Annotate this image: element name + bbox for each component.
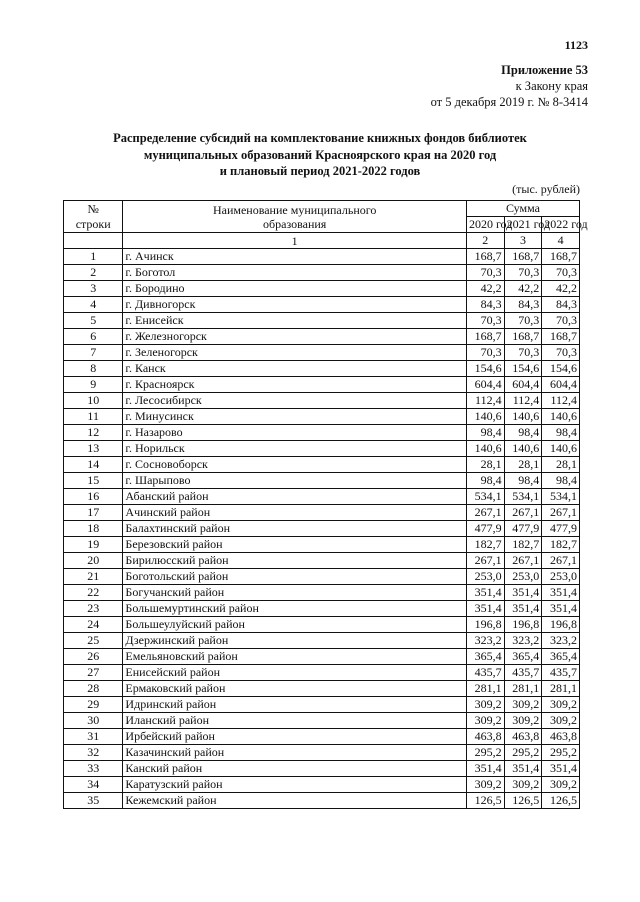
table-row xyxy=(64,777,580,793)
municipality-name: Каратузский район xyxy=(123,777,467,793)
sum-2021: 435,7 xyxy=(504,665,542,681)
sum-2022: 98,4 xyxy=(542,473,580,489)
sum-2021: 70,3 xyxy=(504,313,542,329)
document-title-line: и плановый период 2021-2022 годов xyxy=(219,164,421,178)
table-row xyxy=(64,425,580,441)
municipality-name: Дзержинский район xyxy=(123,633,467,649)
row-number: 33 xyxy=(64,761,123,777)
table-row xyxy=(64,521,580,537)
header-municipality-line2: образования xyxy=(263,216,327,231)
table-row xyxy=(64,697,580,713)
sum-2021: 351,4 xyxy=(504,601,542,617)
municipality-name: Березовский район xyxy=(123,537,467,553)
sum-2020: 168,7 xyxy=(466,249,504,265)
sum-2022: 477,9 xyxy=(542,521,580,537)
header-col-index-4: 4 xyxy=(542,233,580,249)
municipality-name: Иланский район xyxy=(123,713,467,729)
municipality-name: Богучанский район xyxy=(123,585,467,601)
sum-2020: 182,7 xyxy=(466,537,504,553)
sum-2022: 84,3 xyxy=(542,297,580,313)
sum-2021: 323,2 xyxy=(504,633,542,649)
sum-2022: 267,1 xyxy=(542,553,580,569)
row-number: 27 xyxy=(64,665,123,681)
sum-2021: 140,6 xyxy=(504,409,542,425)
sum-2021: 196,8 xyxy=(504,617,542,633)
sum-2021: 477,9 xyxy=(504,521,542,537)
sum-2021: 309,2 xyxy=(504,713,542,729)
municipality-name: Бирилюсский район xyxy=(123,553,467,569)
municipality-name: Ермаковский район xyxy=(123,681,467,697)
table-row xyxy=(64,553,580,569)
sum-2020: 309,2 xyxy=(466,713,504,729)
row-number: 10 xyxy=(64,393,123,409)
row-number: 25 xyxy=(64,633,123,649)
row-number: 1 xyxy=(64,249,123,265)
table-row xyxy=(64,281,580,297)
sum-2022: 42,2 xyxy=(542,281,580,297)
header-row-number-symbol: № xyxy=(87,201,99,216)
document-title xyxy=(60,130,580,180)
header-year-2020: 2020 год xyxy=(466,217,504,233)
sum-2020: 351,4 xyxy=(466,601,504,617)
municipality-name: г. Зеленогорск xyxy=(123,345,467,361)
sum-2021: 182,7 xyxy=(504,537,542,553)
sum-2022: 140,6 xyxy=(542,409,580,425)
table-row xyxy=(64,569,580,585)
table-body xyxy=(64,249,580,809)
document-title-line: Распределение субсидий на комплектование книжных фондов библиотек xyxy=(113,131,527,145)
row-number: 24 xyxy=(64,617,123,633)
table-row xyxy=(64,377,580,393)
row-number: 15 xyxy=(64,473,123,489)
row-number: 18 xyxy=(64,521,123,537)
sum-2022: 604,4 xyxy=(542,377,580,393)
municipality-name: г. Канск xyxy=(123,361,467,377)
table-row xyxy=(64,409,580,425)
header-sum: Сумма xyxy=(466,201,579,217)
municipality-name: Абанский район xyxy=(123,489,467,505)
sum-2022: 435,7 xyxy=(542,665,580,681)
row-number: 16 xyxy=(64,489,123,505)
header-col-index-1: 1 xyxy=(123,233,467,249)
municipality-name: Большемуртинский район xyxy=(123,601,467,617)
table-row xyxy=(64,489,580,505)
sum-2020: 477,9 xyxy=(466,521,504,537)
sum-2021: 84,3 xyxy=(504,297,542,313)
municipality-name: г. Минусинск xyxy=(123,409,467,425)
sum-2022: 309,2 xyxy=(542,713,580,729)
sum-2020: 309,2 xyxy=(466,777,504,793)
sum-2021: 70,3 xyxy=(504,345,542,361)
sum-2021: 351,4 xyxy=(504,761,542,777)
table-row xyxy=(64,617,580,633)
sum-2020: 70,3 xyxy=(466,345,504,361)
municipality-name: Ирбейский район xyxy=(123,729,467,745)
municipality-name: г. Норильск xyxy=(123,441,467,457)
sum-2022: 70,3 xyxy=(542,313,580,329)
sum-2022: 365,4 xyxy=(542,649,580,665)
units-label: (тыс. рублей) xyxy=(512,182,580,196)
sum-2021: 168,7 xyxy=(504,329,542,345)
row-number: 28 xyxy=(64,681,123,697)
sum-2021: 365,4 xyxy=(504,649,542,665)
table-row xyxy=(64,265,580,281)
sum-2021: 351,4 xyxy=(504,585,542,601)
sum-2021: 126,5 xyxy=(504,793,542,809)
sum-2022: 140,6 xyxy=(542,441,580,457)
sum-2020: 351,4 xyxy=(466,585,504,601)
document-title-line: муниципальных образований Красноярского края на 2020 год xyxy=(143,147,497,162)
sum-2021: 98,4 xyxy=(504,473,542,489)
sum-2022: 98,4 xyxy=(542,425,580,441)
row-number: 35 xyxy=(64,793,123,809)
municipality-name: Большеулуйский район xyxy=(123,617,467,633)
sum-2020: 28,1 xyxy=(466,457,504,473)
sum-2021: 604,4 xyxy=(504,377,542,393)
row-number: 6 xyxy=(64,329,123,345)
municipality-name: г. Енисейск xyxy=(123,313,467,329)
table-row xyxy=(64,585,580,601)
sum-2021: 253,0 xyxy=(504,569,542,585)
row-number: 13 xyxy=(64,441,123,457)
table-row xyxy=(64,649,580,665)
municipality-name: г. Красноярск xyxy=(123,377,467,393)
sum-2021: 70,3 xyxy=(504,265,542,281)
row-number: 14 xyxy=(64,457,123,473)
sum-2022: 182,7 xyxy=(542,537,580,553)
sum-2020: 309,2 xyxy=(466,697,504,713)
sum-2021: 281,1 xyxy=(504,681,542,697)
sum-2022: 323,2 xyxy=(542,633,580,649)
municipality-name: Балахтинский район xyxy=(123,521,467,537)
municipality-name: Емельяновский район xyxy=(123,649,467,665)
table-row xyxy=(64,793,580,809)
table-row xyxy=(64,361,580,377)
table-row xyxy=(64,457,580,473)
header-row-number-label: строки xyxy=(75,216,111,231)
row-number: 2 xyxy=(64,265,123,281)
sum-2022: 281,1 xyxy=(542,681,580,697)
sum-2021: 309,2 xyxy=(504,777,542,793)
table-row xyxy=(64,313,580,329)
municipality-name: г. Сосновоборск xyxy=(123,457,467,473)
table-row xyxy=(64,761,580,777)
row-number: 5 xyxy=(64,313,123,329)
municipality-name: г. Ачинск xyxy=(123,249,467,265)
table-row xyxy=(64,473,580,489)
sum-2022: 168,7 xyxy=(542,329,580,345)
sum-2020: 267,1 xyxy=(466,553,504,569)
sum-2020: 98,4 xyxy=(466,425,504,441)
sum-2021: 140,6 xyxy=(504,441,542,457)
sum-2022: 534,1 xyxy=(542,489,580,505)
municipality-name: Енисейский район xyxy=(123,665,467,681)
table-row xyxy=(64,537,580,553)
sum-2022: 309,2 xyxy=(542,777,580,793)
header-municipality-line1: Наименование муниципального xyxy=(212,202,377,217)
municipality-name: г. Железногорск xyxy=(123,329,467,345)
header-col-index-empty xyxy=(64,233,123,249)
sum-2022: 168,7 xyxy=(542,249,580,265)
sum-2021: 28,1 xyxy=(504,457,542,473)
row-number: 11 xyxy=(64,409,123,425)
sum-2020: 267,1 xyxy=(466,505,504,521)
row-number: 3 xyxy=(64,281,123,297)
row-number: 32 xyxy=(64,745,123,761)
municipality-name: Боготольский район xyxy=(123,569,467,585)
sum-2020: 281,1 xyxy=(466,681,504,697)
sum-2022: 154,6 xyxy=(542,361,580,377)
sum-2021: 154,6 xyxy=(504,361,542,377)
municipality-name: Казачинский район xyxy=(123,745,467,761)
sum-2020: 126,5 xyxy=(466,793,504,809)
sum-2022: 267,1 xyxy=(542,505,580,521)
sum-2022: 70,3 xyxy=(542,265,580,281)
sum-2020: 435,7 xyxy=(466,665,504,681)
table-row xyxy=(64,665,580,681)
row-number: 19 xyxy=(64,537,123,553)
sum-2022: 28,1 xyxy=(542,457,580,473)
row-number: 9 xyxy=(64,377,123,393)
sum-2022: 196,8 xyxy=(542,617,580,633)
sum-2022: 309,2 xyxy=(542,697,580,713)
row-number: 7 xyxy=(64,345,123,361)
sum-2021: 168,7 xyxy=(504,249,542,265)
header-year-2022: 2022 год xyxy=(542,217,580,233)
sum-2020: 168,7 xyxy=(466,329,504,345)
sum-2020: 112,4 xyxy=(466,393,504,409)
municipality-name: г. Назарово xyxy=(123,425,467,441)
row-number: 34 xyxy=(64,777,123,793)
sum-2022: 463,8 xyxy=(542,729,580,745)
sum-2020: 154,6 xyxy=(466,361,504,377)
row-number: 21 xyxy=(64,569,123,585)
sum-2020: 70,3 xyxy=(466,313,504,329)
header-row-number xyxy=(64,201,123,233)
municipality-name: Ачинский район xyxy=(123,505,467,521)
row-number: 26 xyxy=(64,649,123,665)
municipality-name: Кежемский район xyxy=(123,793,467,809)
sum-2021: 463,8 xyxy=(504,729,542,745)
appendix-law-ref: к Закону края xyxy=(515,79,588,93)
row-number: 22 xyxy=(64,585,123,601)
table-row xyxy=(64,633,580,649)
table-row xyxy=(64,329,580,345)
sum-2020: 42,2 xyxy=(466,281,504,297)
appendix-block xyxy=(431,62,588,110)
sum-2021: 98,4 xyxy=(504,425,542,441)
table-row xyxy=(64,345,580,361)
sum-2020: 365,4 xyxy=(466,649,504,665)
sum-2020: 196,8 xyxy=(466,617,504,633)
table-row xyxy=(64,297,580,313)
row-number: 31 xyxy=(64,729,123,745)
sum-2020: 98,4 xyxy=(466,473,504,489)
table-row xyxy=(64,393,580,409)
appendix-title: Приложение 53 xyxy=(501,63,588,77)
page-number: 1123 xyxy=(564,38,588,52)
row-number: 29 xyxy=(64,697,123,713)
table-row xyxy=(64,601,580,617)
sum-2020: 534,1 xyxy=(466,489,504,505)
table-row xyxy=(64,729,580,745)
municipality-name: г. Боготол xyxy=(123,265,467,281)
sum-2022: 351,4 xyxy=(542,761,580,777)
municipality-name: г. Бородино xyxy=(123,281,467,297)
sum-2020: 604,4 xyxy=(466,377,504,393)
row-number: 8 xyxy=(64,361,123,377)
table-row xyxy=(64,745,580,761)
row-number: 23 xyxy=(64,601,123,617)
sum-2022: 351,4 xyxy=(542,585,580,601)
row-number: 30 xyxy=(64,713,123,729)
sum-2020: 463,8 xyxy=(466,729,504,745)
header-col-index-2: 2 xyxy=(466,233,504,249)
table-row xyxy=(64,249,580,265)
sum-2022: 295,2 xyxy=(542,745,580,761)
municipality-name: г. Шарыпово xyxy=(123,473,467,489)
municipality-name: г. Дивногорск xyxy=(123,297,467,313)
sum-2020: 323,2 xyxy=(466,633,504,649)
sum-2021: 295,2 xyxy=(504,745,542,761)
table-row xyxy=(64,713,580,729)
sum-2022: 126,5 xyxy=(542,793,580,809)
sum-2020: 140,6 xyxy=(466,409,504,425)
sum-2020: 295,2 xyxy=(466,745,504,761)
sum-2021: 112,4 xyxy=(504,393,542,409)
sum-2022: 70,3 xyxy=(542,345,580,361)
table-row xyxy=(64,441,580,457)
header-year-2021: 2021 год xyxy=(504,217,542,233)
sum-2022: 351,4 xyxy=(542,601,580,617)
appendix-law-date: от 5 декабря 2019 г. № 8-3414 xyxy=(430,95,588,109)
municipality-name: г. Лесосибирск xyxy=(123,393,467,409)
table-row xyxy=(64,681,580,697)
sum-2020: 70,3 xyxy=(466,265,504,281)
sum-2020: 253,0 xyxy=(466,569,504,585)
sum-2020: 140,6 xyxy=(466,441,504,457)
row-number: 12 xyxy=(64,425,123,441)
sum-2020: 84,3 xyxy=(466,297,504,313)
header-municipality xyxy=(123,201,467,233)
row-number: 20 xyxy=(64,553,123,569)
sum-2021: 534,1 xyxy=(504,489,542,505)
municipality-name: Канский район xyxy=(123,761,467,777)
row-number: 17 xyxy=(64,505,123,521)
sum-2021: 267,1 xyxy=(504,553,542,569)
sum-2020: 351,4 xyxy=(466,761,504,777)
sum-2021: 309,2 xyxy=(504,697,542,713)
header-col-index-3: 3 xyxy=(504,233,542,249)
subsidy-table xyxy=(63,200,588,809)
table-row xyxy=(64,505,580,521)
sum-2021: 42,2 xyxy=(504,281,542,297)
municipality-name: Идринский район xyxy=(123,697,467,713)
row-number: 4 xyxy=(64,297,123,313)
sum-2022: 112,4 xyxy=(542,393,580,409)
sum-2021: 267,1 xyxy=(504,505,542,521)
sum-2022: 253,0 xyxy=(542,569,580,585)
